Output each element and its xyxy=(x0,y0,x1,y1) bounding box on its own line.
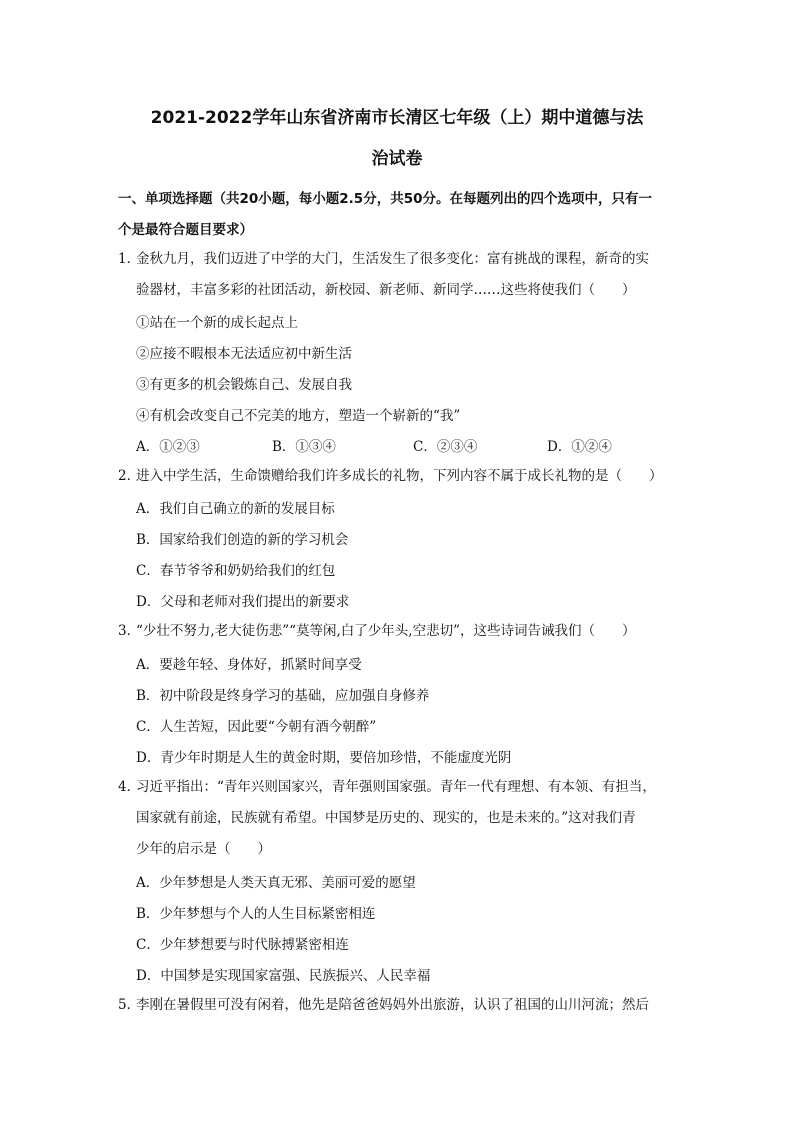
question-4-line-2: 国家就有前途，民族就有希望。中国梦是历史的、现实的，也是未来的。”这对我们青 xyxy=(136,810,636,826)
question-1-number: 1． xyxy=(118,251,141,267)
question-3-option-b[interactable]: B．初中阶段是终身学习的基础，应加强自身修养 xyxy=(136,688,430,704)
question-1-option-d[interactable]: D．①②④ xyxy=(547,439,612,455)
question-3-option-a[interactable]: A．要趁年轻、身体好，抓紧时间享受 xyxy=(136,657,362,673)
exam-title-line-2: 治试卷 xyxy=(371,149,423,169)
question-2-line-1: 进入中学生活，生命馈赠给我们许多成长的礼物，下列内容不属于成长礼物的是（ ） xyxy=(136,468,663,484)
question-1-statement-1: ①站在一个新的成长起点上 xyxy=(136,315,298,331)
question-4-option-b[interactable]: B．少年梦想与个人的人生目标紧密相连 xyxy=(136,906,376,922)
question-1-statement-3: ③有更多的机会锻炼自己、发展自我 xyxy=(136,377,352,393)
question-3-number: 3． xyxy=(118,623,141,639)
question-1-line-2: 验器材，丰富多彩的社团活动，新校园、新老师、新同学……这些将使我们（ ） xyxy=(136,282,636,298)
question-1-line-1: 金秋九月，我们迈进了中学的大门，生活发生了很多变化：富有挑战的课程，新奇的实 xyxy=(136,251,649,267)
question-4-stem xyxy=(118,772,688,865)
question-2-option-a[interactable]: A．我们自己确立的新的发展目标 xyxy=(136,501,335,517)
question-4-option-c[interactable]: C．少年梦想要与时代脉搏紧密相连 xyxy=(136,937,349,953)
question-2-option-b[interactable]: B．国家给我们创造的新的学习机会 xyxy=(136,532,349,548)
question-2-option-c[interactable]: C．春节爷爷和奶奶给我们的红包 xyxy=(136,563,336,579)
question-4-option-d[interactable]: D．中国梦是实现国家富强、民族振兴、人民幸福 xyxy=(136,968,431,984)
question-2-number: 2． xyxy=(118,468,141,484)
question-1-stem xyxy=(118,244,688,306)
question-3-stem xyxy=(118,616,688,647)
question-1-option-c[interactable]: C．②③④ xyxy=(413,439,478,455)
question-1-options xyxy=(136,435,688,455)
question-3-option-d[interactable]: D．青少年时期是人生的黄金时期，要倍加珍惜，不能虚度光阴 xyxy=(136,750,512,766)
question-4-line-3: 少年的启示是（ ） xyxy=(136,841,271,857)
question-5-number: 5． xyxy=(118,997,141,1013)
question-4-option-a[interactable]: A．少年梦想是人类天真无邪、美丽可爱的愿望 xyxy=(136,875,416,891)
question-5-line-1: 李刚在暑假里可没有闲着，他先是陪爸爸妈妈外出旅游，认识了祖国的山川河流；然后 xyxy=(136,997,649,1013)
question-2-stem xyxy=(118,461,688,492)
question-1-option-b[interactable]: B．①③④ xyxy=(272,439,336,455)
question-4-line-1: 习近平指出：“青年兴则国家兴，青年强则国家强。青年一代有理想、有本领、有担当， xyxy=(136,779,656,795)
question-1-option-a[interactable]: A．①②③ xyxy=(136,439,200,455)
question-5-stem xyxy=(118,990,688,1021)
question-4-number: 4． xyxy=(118,779,141,795)
question-2-option-d[interactable]: D．父母和老师对我们提出的新要求 xyxy=(136,594,350,610)
exam-title-line-1: 2021-2022学年山东省济南市长清区七年级（上）期中道德与法 xyxy=(150,108,644,128)
question-1-statement-4: ④有机会改变自己不完美的地方，塑造一个崭新的“我” xyxy=(136,408,461,424)
question-1-statement-2: ②应接不暇根本无法适应初中新生活 xyxy=(136,346,352,362)
section-heading-line-1: 一、单项选择题（共20小题，每小题2.5分，共50分。在每题列出的四个选项中，只有一 xyxy=(118,191,652,207)
section-heading-line-2: 个是最符合题目要求） xyxy=(118,222,253,238)
question-3-option-c[interactable]: C．人生苦短，因此要“今朝有酒今朝醉” xyxy=(136,719,377,735)
question-3-line-1: “少壮不努力,老大徒伤悲”“莫等闲,白了少年头,空悲切”，这些诗词告诫我们（ ） xyxy=(136,623,636,639)
